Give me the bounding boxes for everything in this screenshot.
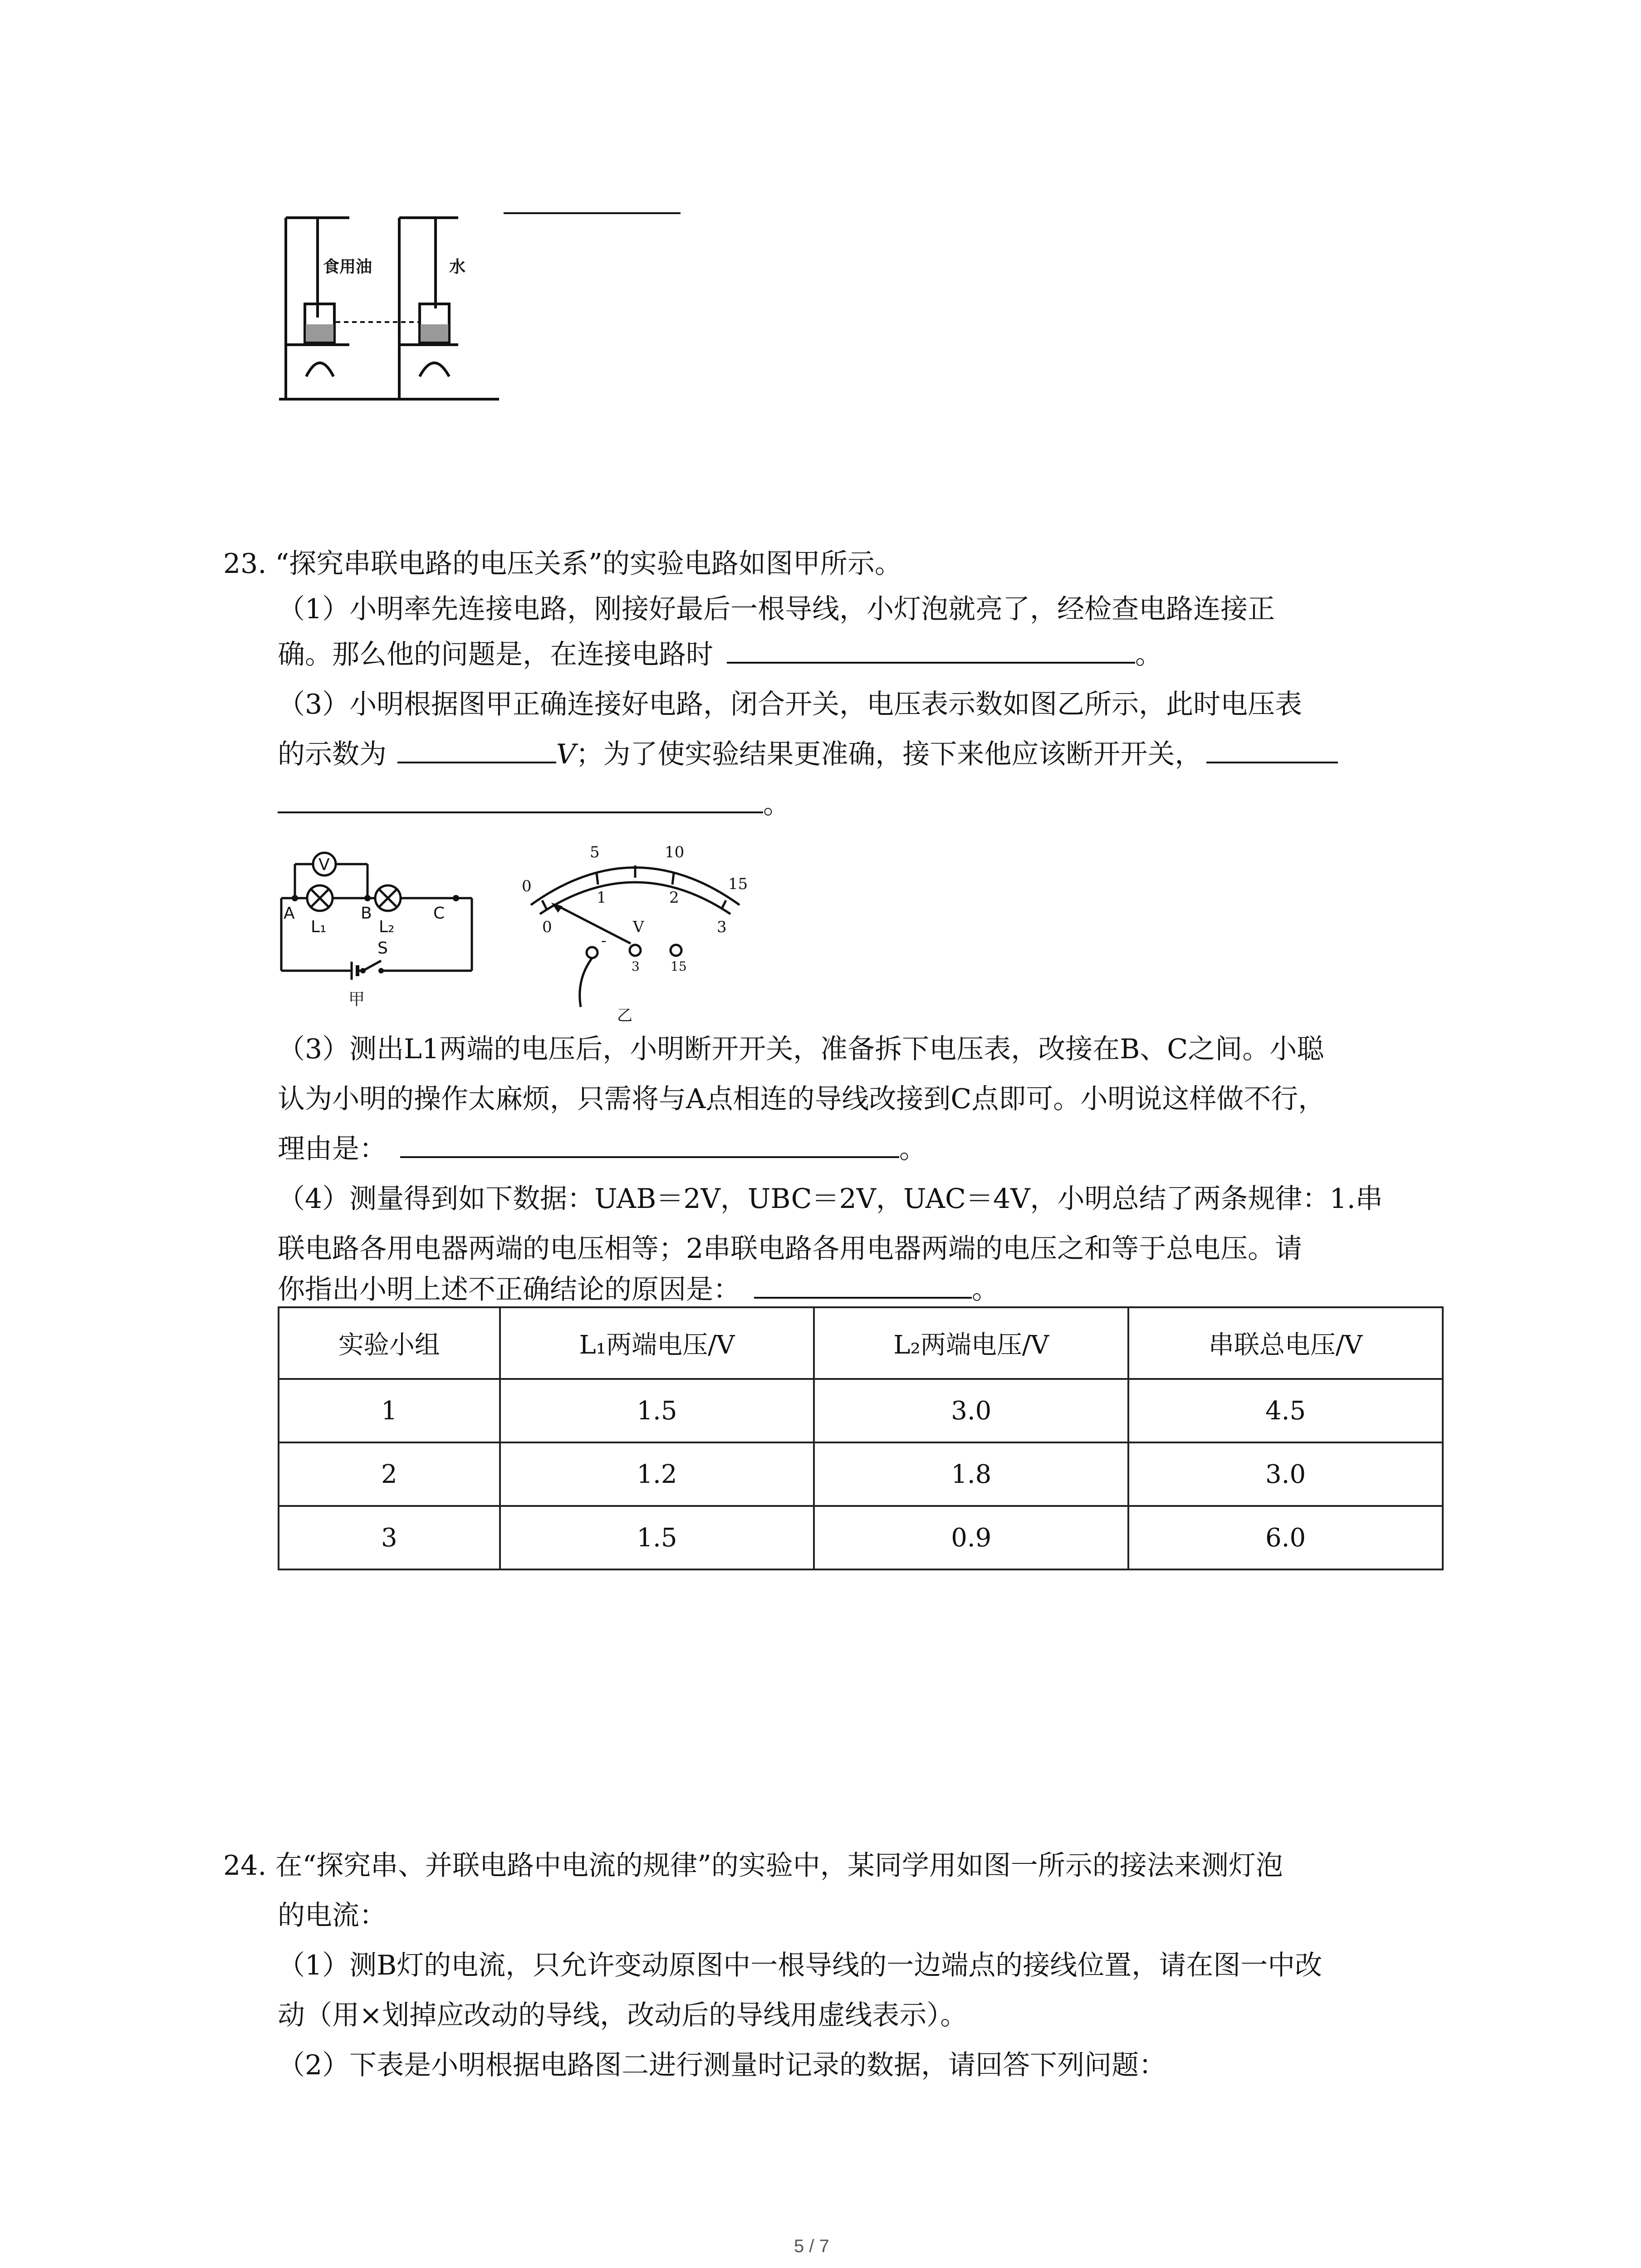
meter-terminal-minus: - bbox=[601, 932, 607, 950]
table-header: 串联总电压/V bbox=[1128, 1307, 1443, 1379]
table-cell: 1.5 bbox=[500, 1506, 814, 1569]
q23-p3b-end: 。 bbox=[899, 1133, 926, 1165]
page-number: 5 / 7 bbox=[794, 2236, 829, 2256]
answer-blank-q23-4[interactable] bbox=[754, 1271, 972, 1299]
circuit-label-b: B bbox=[361, 904, 372, 923]
answer-blank-q23-voltage[interactable] bbox=[397, 735, 556, 763]
table-cell: 1.8 bbox=[814, 1442, 1128, 1506]
answer-blank-q23-1[interactable] bbox=[727, 635, 1135, 664]
meter-terminal-15: 15 bbox=[671, 959, 687, 974]
heating-apparatus-figure bbox=[272, 213, 526, 413]
table-header-row bbox=[279, 1307, 1443, 1379]
q23-p3a-unit: V bbox=[556, 738, 576, 770]
meter-top-15: 15 bbox=[728, 875, 748, 893]
label-water: 水 bbox=[449, 258, 466, 276]
circuit-caption: 甲 bbox=[348, 990, 365, 1009]
table-cell: 1.5 bbox=[500, 1379, 814, 1442]
meter-top-5: 5 bbox=[590, 843, 600, 861]
meter-bottom-1: 1 bbox=[597, 889, 607, 907]
answer-blank-q23-2b[interactable] bbox=[278, 785, 763, 813]
table-header: L₁两端电压/V bbox=[500, 1307, 814, 1379]
circuit-diagram-jia bbox=[272, 839, 485, 1021]
q23-p3a-line1: （3）小明根据图甲正确连接好电路，闭合开关，电压表示数如图乙所示，此时电压表 bbox=[278, 689, 1303, 720]
meter-caption: 乙 bbox=[617, 1007, 632, 1025]
q23-p3a-line2-a: 的示数为 bbox=[278, 738, 387, 770]
q24-line5: （2）下表是小明根据电路图二进行测量时记录的数据，请回答下列问题： bbox=[278, 2049, 1166, 2081]
q23-p4-line1: （4）测量得到如下数据：UAB＝2V，UBC＝2V，UAC＝4V，小明总结了两条规律：1.串 bbox=[278, 1183, 1383, 1215]
table-cell: 4.5 bbox=[1128, 1379, 1443, 1442]
q23-p3a-line2-b: ；为了使实验结果更准确，接下来他应该断开开关， bbox=[576, 738, 1202, 770]
circuit-label-l1: L₁ bbox=[311, 918, 327, 936]
circuit-label-s: S bbox=[377, 939, 388, 958]
q23-p3a-end: 。 bbox=[763, 788, 790, 820]
table-cell: 1 bbox=[279, 1379, 500, 1442]
q23-stem: 23. “探究串联电路的电压关系”的实验电路如图甲所示。 bbox=[223, 548, 902, 580]
meter-bottom-3: 3 bbox=[717, 918, 727, 936]
table-cell: 3.0 bbox=[1128, 1442, 1443, 1506]
table-row bbox=[279, 1379, 1443, 1442]
q23-p3b-line2: 认为小明的操作太麻烦，只需将与A点相连的导线改接到C点即可。小明说这样做不行， bbox=[278, 1083, 1326, 1115]
answer-blank-top[interactable] bbox=[504, 212, 681, 214]
q24-line4: 动（用×划掉应改动的导线，改动后的导线用虚线表示）。 bbox=[278, 1999, 968, 2031]
q23-p1-line1: （1）小明率先连接电路，刚接好最后一根导线，小灯泡就亮了，经检查电路连接正 bbox=[278, 593, 1275, 625]
q24-line3: （1）测B灯的电流，只允许变动原图中一根导线的一边端点的接线位置，请在图一中改 bbox=[278, 1950, 1323, 1981]
voltage-data-table bbox=[278, 1306, 1444, 1570]
q23-p3b-line3-text: 理由是： bbox=[278, 1133, 387, 1165]
meter-bottom-2: 2 bbox=[669, 889, 679, 907]
q24-line2: 的电流： bbox=[278, 1900, 387, 1931]
answer-blank-q23-2a[interactable] bbox=[1206, 735, 1338, 763]
q23-p3a-line2 bbox=[278, 732, 1338, 777]
q23-p3b-line3 bbox=[278, 1126, 926, 1172]
circuit-label-v: V bbox=[318, 855, 330, 874]
table-header: L₂两端电压/V bbox=[814, 1307, 1128, 1379]
q23-p3a-line3 bbox=[278, 782, 790, 827]
circuit-label-c: C bbox=[433, 904, 445, 923]
label-oil: 食用油 bbox=[323, 258, 372, 276]
q23-p1-line2-text: 确。那么他的问题是，在连接电路时 bbox=[278, 639, 713, 670]
q23-p1-end: 。 bbox=[1135, 639, 1162, 670]
meter-label-v: V bbox=[633, 918, 644, 936]
q23-p4-line3-text: 你指出小明上述不正确结论的原因是： bbox=[278, 1274, 740, 1305]
meter-top-0: 0 bbox=[522, 877, 532, 895]
q23-p1-line2 bbox=[278, 632, 1162, 677]
q23-p4-end: 。 bbox=[972, 1274, 999, 1305]
table-cell: 0.9 bbox=[814, 1506, 1128, 1569]
voltmeter-dial-yi bbox=[513, 830, 767, 1025]
meter-top-10: 10 bbox=[665, 843, 685, 861]
table-cell: 3 bbox=[279, 1506, 500, 1569]
meter-bottom-0: 0 bbox=[542, 918, 552, 936]
circuit-label-a: A bbox=[284, 904, 295, 923]
q23-p4-line3 bbox=[278, 1267, 999, 1312]
table-cell: 2 bbox=[279, 1442, 500, 1506]
table-cell: 1.2 bbox=[500, 1442, 814, 1506]
meter-terminal-3: 3 bbox=[632, 959, 640, 974]
q23-p4-line2: 联电路各用电器两端的电压相等；2串联电路各用电器两端的电压之和等于总电压。请 bbox=[278, 1233, 1303, 1265]
table-cell: 6.0 bbox=[1128, 1506, 1443, 1569]
table-row bbox=[279, 1506, 1443, 1569]
table-header: 实验小组 bbox=[279, 1307, 500, 1379]
circuit-label-l2: L₂ bbox=[379, 918, 395, 936]
table-row bbox=[279, 1442, 1443, 1506]
answer-blank-q23-3[interactable] bbox=[400, 1130, 899, 1158]
table-cell: 3.0 bbox=[814, 1379, 1128, 1442]
q24-line1: 24. 在“探究串、并联电路中电流的规律”的实验中，某同学用如图一所示的接法来测灯泡 bbox=[223, 1850, 1283, 1882]
q23-p3b-line1: （3）测出L1两端的电压后，小明断开开关，准备拆下电压表，改接在B、C之间。小聪 bbox=[278, 1033, 1324, 1065]
